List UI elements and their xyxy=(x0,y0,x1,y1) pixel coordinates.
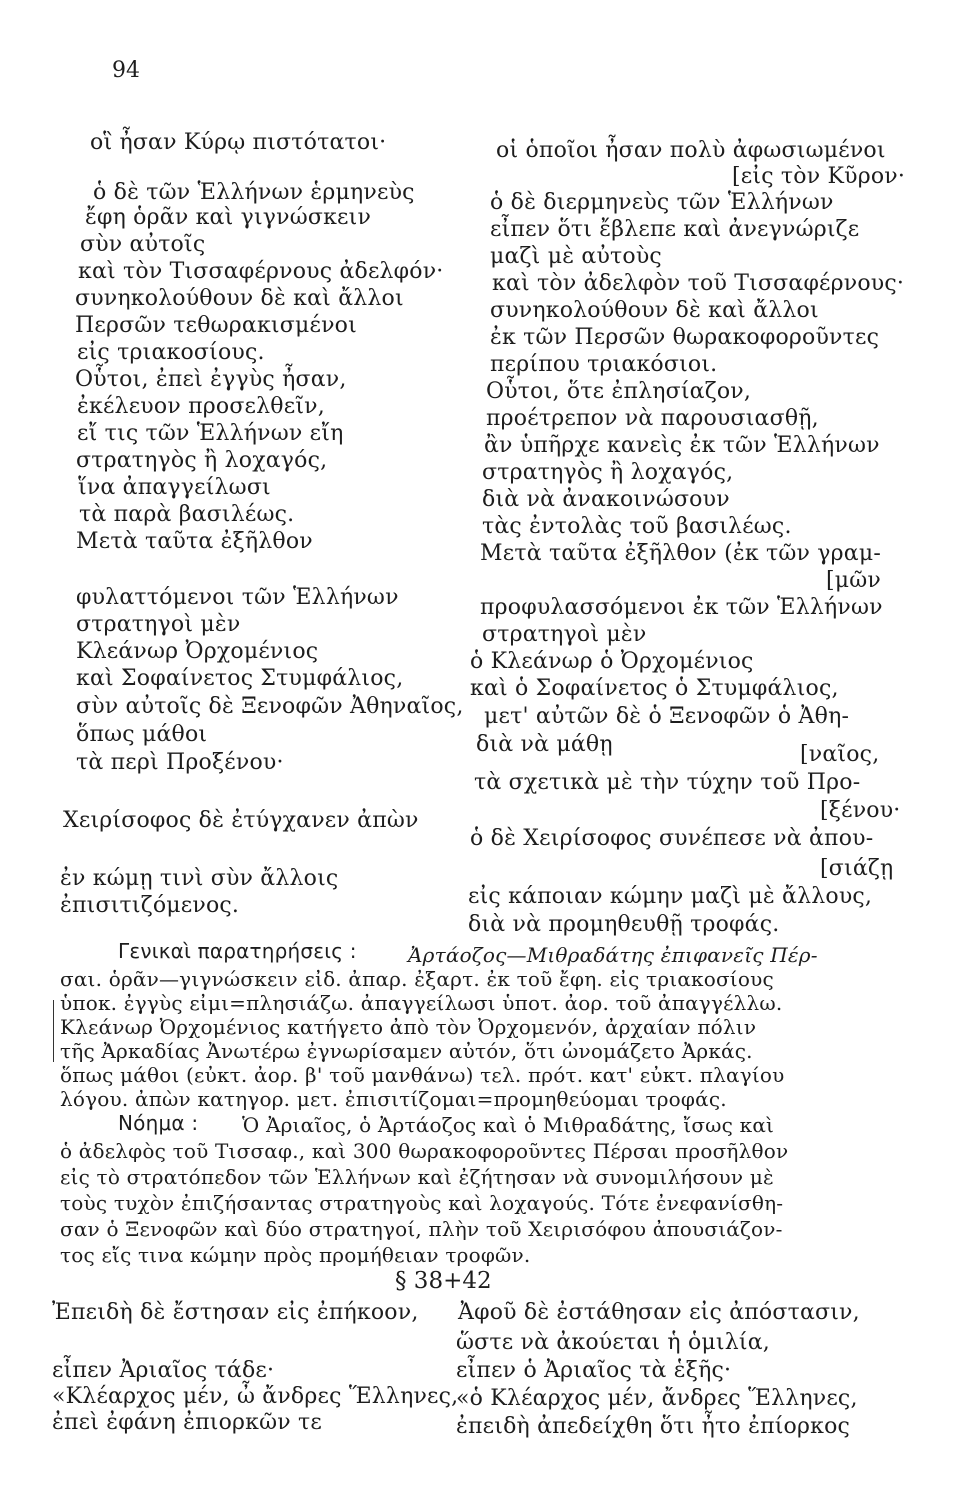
right-line: [ναῖος, xyxy=(800,742,880,767)
page-number: 94 xyxy=(112,58,140,83)
right-line: τὰς ἐντολὰς τοῦ βασιλέως. xyxy=(482,514,792,539)
remarks-line: τῆς Ἀρκαδίας Ἀνωτέρω ἐγνωρίσαμεν αὐτόν, ὅτι ὠνομάζετο Ἀρκάς. xyxy=(60,1039,753,1063)
right-line: [μῶν xyxy=(826,568,881,593)
right-line: συνηκολούθουν δὲ καὶ ἄλλοι xyxy=(490,298,819,323)
left-line: ἐπεὶ ἐφάνη ἐπιορκῶν τε xyxy=(52,1410,322,1435)
left-line: ἐκέλευον προσελθεῖν, xyxy=(77,394,325,419)
remarks-heading: Γενικαὶ παρατηρήσεις : xyxy=(118,939,357,963)
right-line: ἐπειδὴ ἀπεδείχθη ὅτι ἦτο ἐπίορκος xyxy=(456,1414,851,1439)
left-line: σὺν αὐτοῖς δὲ Ξενοφῶν Ἀθηναῖος, xyxy=(76,694,464,719)
margin-rule xyxy=(53,1000,54,1062)
right-line: εἶπεν ὅτι ἔβλεπε καὶ ἀνεγνώριζε xyxy=(490,217,860,242)
right-line: διὰ νὰ μάθῃ xyxy=(476,732,613,757)
right-line: εἰς κάποιαν κώμην μαζὶ μὲ ἄλλους, xyxy=(468,884,873,909)
right-line: εἶπεν ὁ Ἀριαῖος τὰ ἑξῆς· xyxy=(456,1358,732,1383)
left-line: τὰ περὶ Προξένου· xyxy=(76,750,284,775)
remarks-line: σαι. ὁρᾶν—γιγνώσκειν εἰδ. ἀπαρ. ἐξαρτ. ἐκ τοῦ ἔφη. εἰς τριακοσίους xyxy=(60,967,774,991)
meaning-line: τος εἴς τινα κώμην πρὸς προμήθειαν τροφῶν. xyxy=(60,1243,531,1267)
right-line: καὶ τὸν ἀδελφὸν τοῦ Τισσαφέρνους· xyxy=(492,271,905,296)
section-number: § 38+42 xyxy=(395,1268,492,1294)
left-line: στρατηγοὶ μὲν xyxy=(76,612,241,637)
remarks-line: ὅπως μάθοι (εὐκτ. ἀορ. β' τοῦ μανθάνω) τελ. πρότ. κατ' εὐκτ. πλαγίου xyxy=(60,1063,785,1087)
meaning-line: εἰς τὸ στρατόπεδον τῶν Ἑλλήνων καὶ ἐζήτησαν νὰ συνομιλήσουν μὲ xyxy=(60,1165,774,1189)
right-line: διὰ νὰ προμηθευθῇ τροφάς. xyxy=(468,912,780,937)
meaning-line: σαν ὁ Ξενοφῶν καὶ δύο στρατηγοί, πλὴν τοῦ Χειρισόφου ἀπουσιάζον- xyxy=(60,1217,783,1241)
left-line: Κλεάνωρ Ὀρχομένιος xyxy=(76,639,319,664)
left-line: ὅπως μάθοι xyxy=(76,722,208,747)
left-line: Οὗτοι, ἐπεὶ ἐγγὺς ἦσαν, xyxy=(75,367,347,392)
right-line: ἂν ὑπῆρχε κανεὶς ἐκ τῶν Ἑλλήνων xyxy=(484,433,880,458)
right-line: στρατηγοὶ μὲν xyxy=(482,622,647,647)
right-line: διὰ νὰ ἀνακοινώσουν xyxy=(482,487,730,512)
left-line: ἐπισιτιζόμενος. xyxy=(60,893,240,918)
left-line: εἴ τις τῶν Ἑλλήνων εἴη xyxy=(77,421,344,446)
right-line: [ξένου· xyxy=(820,798,901,823)
left-line: ἵνα ἀπαγγείλωσι xyxy=(78,475,271,500)
remarks-line: ὑποκ. ἐγγὺς εἰμι=πλησιάζω. ἀπαγγείλωσι ὑποτ. ἀορ. τοῦ ἀπαγγέλλω. xyxy=(60,991,783,1015)
left-line: εἰς τριακοσίους. xyxy=(77,340,265,365)
remarks-line: Κλεάνωρ Ὀρχομένιος κατήγετο ἀπὸ τὸν Ὀρχομενόν, ἀρχαίαν πόλιν xyxy=(60,1015,757,1039)
right-line: [εἰς τὸν Κῦρον· xyxy=(732,164,906,189)
left-line: οἳ ἦσαν Κύρῳ πιστότατοι· xyxy=(90,130,387,155)
left-line: ἐν κώμῃ τινὶ σὺν ἄλλοις xyxy=(60,866,339,891)
right-line: Οὗτοι, ὅτε ἐπλησίαζον, xyxy=(486,379,752,404)
left-line: στρατηγὸς ἢ λοχαγός, xyxy=(76,448,328,473)
right-line: προέτρεπον νὰ παρουσιασθῇ, xyxy=(486,406,819,431)
right-line: τὰ σχετικὰ μὲ τὴν τύχην τοῦ Προ- xyxy=(474,770,861,795)
meaning-line: Ὁ Ἀριαῖος, ὁ Ἀρτάοζος καὶ ὁ Μιθραδάτης, ἴσως καὶ xyxy=(242,1113,775,1137)
remarks-line: Ἀρτάοζος—Μιθραδάτης ἐπιφανεῖς Πέρ- xyxy=(408,943,818,967)
meaning-line: τοὺς τυχὸν ἐπιζήσαντας στρατηγοὺς καὶ λοχαγούς. Τότε ἐνεφανίσθη- xyxy=(60,1191,784,1215)
left-line: Περσῶν τεθωρακισμένοι xyxy=(75,313,357,338)
right-line: οἱ ὁποῖοι ἦσαν πολὺ ἀφωσιωμένοι xyxy=(496,138,886,163)
right-line: [σιάζῃ xyxy=(820,856,894,881)
right-line: ἐκ τῶν Περσῶν θωρακοφοροῦντες xyxy=(490,325,880,350)
left-line: εἶπεν Ἀριαῖος τάδε· xyxy=(52,1358,275,1383)
left-line: ἔφη ὁρᾶν καὶ γιγνώσκειν xyxy=(85,205,372,230)
left-line: συνηκολούθουν δὲ καὶ ἄλλοι xyxy=(75,286,404,311)
left-line: ὁ δὲ τῶν Ἑλλήνων ἑρμηνεὺς xyxy=(93,180,415,205)
left-line: Μετὰ ταῦτα ἐξῆλθον xyxy=(76,529,313,554)
remarks-line: λόγου. ἀπὼν κατηγορ. μετ. ἐπισιτίζομαι=προμηθεύομαι τροφάς. xyxy=(60,1087,727,1111)
right-line: μετ' αὐτῶν δὲ ὁ Ξενοφῶν ὁ Ἀθη- xyxy=(484,704,850,729)
left-line: καὶ τὸν Τισσαφέρνους ἀδελφόν· xyxy=(78,259,444,284)
right-line: μαζὶ μὲ αὐτοὺς xyxy=(490,244,662,269)
left-line: Χειρίσοφος δὲ ἐτύγχανεν ἀπὼν xyxy=(63,808,419,833)
right-line: στρατηγὸς ἢ λοχαγός, xyxy=(482,460,734,485)
left-line: σὺν αὐτοῖς xyxy=(80,232,206,257)
left-line: τὰ παρὰ βασιλέως. xyxy=(79,502,295,527)
right-line: «ὁ Κλέαρχος μέν, ἄνδρες Ἕλληνες, xyxy=(456,1386,858,1411)
right-line: ὁ δὲ Χειρίσοφος συνέπεσε νὰ ἀπου- xyxy=(470,826,874,851)
left-line: Ἐπειδὴ δὲ ἔστησαν εἰς ἐπήκοον, xyxy=(52,1300,419,1325)
left-line: «Κλέαρχος μέν, ὦ ἄνδρες Ἕλληνες, xyxy=(52,1384,459,1409)
left-line: φυλαττόμενοι τῶν Ἑλλήνων xyxy=(76,585,399,610)
meaning-line: ὁ ἀδελφὸς τοῦ Τισσαφ., καὶ 300 θωρακοφοροῦντες Πέρσαι προσῆλθον xyxy=(60,1139,789,1163)
right-line: καὶ ὁ Σοφαίνετος ὁ Στυμφάλιος, xyxy=(470,676,839,701)
right-line: ὥστε νὰ ἀκούεται ἡ ὁμιλία, xyxy=(456,1330,770,1355)
left-line: καὶ Σοφαίνετος Στυμφάλιος, xyxy=(76,666,404,691)
right-line: ὁ δὲ διερμηνεὺς τῶν Ἑλλήνων xyxy=(490,190,834,215)
right-line: Ἀφοῦ δὲ ἐστάθησαν εἰς ἀπόστασιν, xyxy=(458,1300,860,1325)
meaning-heading: Νόημα : xyxy=(118,1111,199,1135)
right-line: ὁ Κλεάνωρ ὁ Ὀρχομένιος xyxy=(470,649,754,674)
right-line: προφυλασσόμενοι ἐκ τῶν Ἑλλήνων xyxy=(480,595,883,620)
right-line: περίπου τριακόσιοι. xyxy=(490,352,718,377)
right-line: Μετὰ ταῦτα ἐξῆλθον (ἐκ τῶν γραμ- xyxy=(480,541,881,566)
